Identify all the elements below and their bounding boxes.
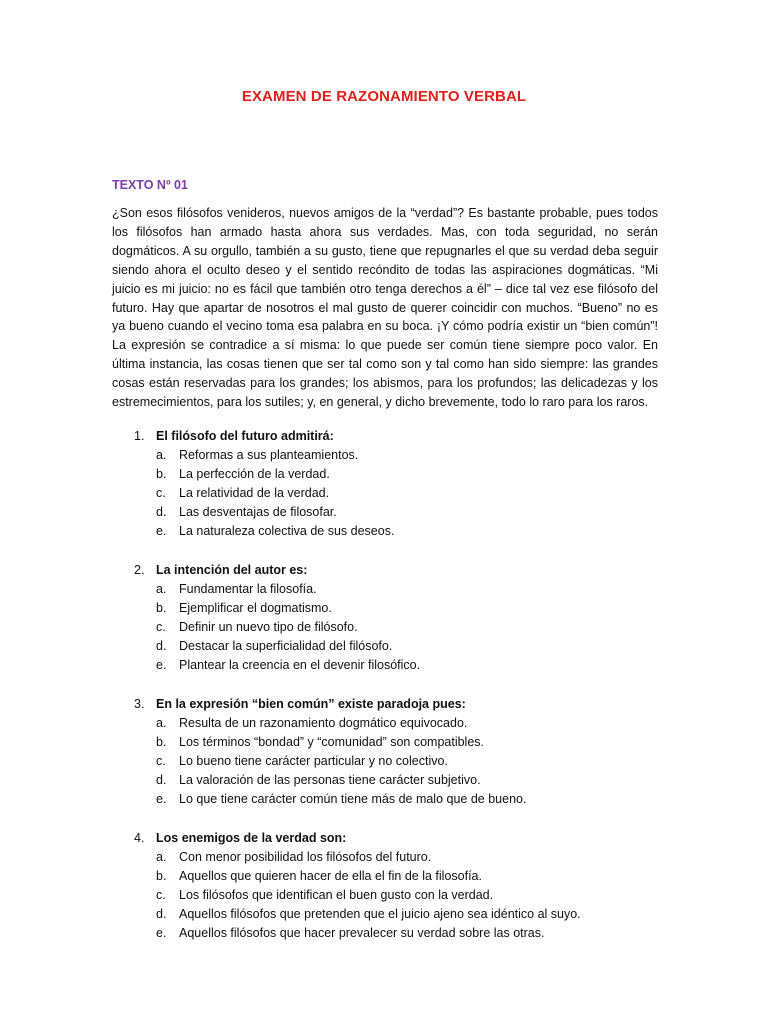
option-list xyxy=(112,848,672,943)
option-text: Los filósofos que identifican el buen gusto con la verdad. xyxy=(179,888,494,902)
question xyxy=(112,427,672,541)
option-text: Aquellos filósofos que pretenden que el juicio ajeno sea idéntico al suyo. xyxy=(179,907,581,921)
reading-passage: ¿Son esos filósofos venideros, nuevos amigos de la “verdad”? Es bastante probable, pues todos los filósofos han armado hasta ahora sus verdades. Mas, con toda seguridad, no serán dogmáticos. A su orgullo, también a su gusto, tiene que repugnarles el que su verdad deba seguir siendo ahora el oculto deseo y el sentido recóndito de todas las aspiraciones dogmáticas. “Mi juicio es mi juicio: no es fácil que también otro tenga derechos a él” – dice tal vez ese filósofo del futuro. Hay que apartar de nosotros el mal gusto de querer coincidir con muchos. “Bueno” no es ya bueno cuando el vecino toma esa palabra en su boca. ¡Y cómo podría existir un “bien común”! La expresión se contradice a sí misma: lo que puede ser común tiene siempre poco valor. En última instancia, las cosas tienen que ser tal como son y tal como han sido siempre: las grandes cosas están reservadas para los grandes; los abismos, para los profundos; las delicadezas y los estremecimientos, para los sutiles; y, en general, y dicho brevemente, todo lo raro para los raros. xyxy=(112,206,658,410)
option-letter: e. xyxy=(156,926,167,940)
option-letter: a. xyxy=(156,850,167,864)
option-list xyxy=(112,580,672,675)
option-letter: d. xyxy=(156,505,167,519)
option-item xyxy=(112,580,672,599)
option-text: La naturaleza colectiva de sus deseos. xyxy=(179,524,395,538)
option-text: Definir un nuevo tipo de filósofo. xyxy=(179,620,358,634)
option-letter: a. xyxy=(156,448,167,462)
option-letter: c. xyxy=(156,754,166,768)
option-text: Resulta de un razonamiento dogmático equivocado. xyxy=(179,716,468,730)
option-item xyxy=(112,733,672,752)
option-item xyxy=(112,484,672,503)
question-list xyxy=(112,427,672,963)
question-number: 4. xyxy=(134,831,145,845)
option-item xyxy=(112,867,672,886)
question-stem xyxy=(112,427,672,446)
option-letter: b. xyxy=(156,467,167,481)
question-number: 2. xyxy=(134,563,145,577)
question-stem xyxy=(112,695,672,714)
question-stem xyxy=(112,829,672,848)
option-letter: c. xyxy=(156,888,166,902)
option-text: Lo que tiene carácter común tiene más de malo que de bueno. xyxy=(179,792,527,806)
option-item xyxy=(112,656,672,675)
option-text: Destacar la superficialidad del filósofo. xyxy=(179,639,393,653)
option-letter: b. xyxy=(156,869,167,883)
question-number: 1. xyxy=(134,429,145,443)
option-text: Los términos “bondad” y “comunidad” son compatibles. xyxy=(179,735,485,749)
option-item xyxy=(112,924,672,943)
option-item xyxy=(112,599,672,618)
text-label: TEXTO Nº 01 xyxy=(112,178,188,192)
option-item xyxy=(112,771,672,790)
option-item xyxy=(112,465,672,484)
question xyxy=(112,829,672,943)
option-letter: b. xyxy=(156,735,167,749)
option-text: Fundamentar la filosofía. xyxy=(179,582,317,596)
option-text: Reformas a sus planteamientos. xyxy=(179,448,359,462)
option-item xyxy=(112,637,672,656)
question-text: Los enemigos de la verdad son: xyxy=(156,831,347,845)
option-letter: d. xyxy=(156,639,167,653)
option-item xyxy=(112,503,672,522)
option-item xyxy=(112,790,672,809)
option-text: Aquellos filósofos que hacer prevalecer su verdad sobre las otras. xyxy=(179,926,545,940)
question-number: 3. xyxy=(134,697,145,711)
option-letter: c. xyxy=(156,620,166,634)
option-letter: a. xyxy=(156,716,167,730)
option-letter: a. xyxy=(156,582,167,596)
question-text: La intención del autor es: xyxy=(156,563,308,577)
option-letter: e. xyxy=(156,792,167,806)
question xyxy=(112,561,672,675)
option-list xyxy=(112,446,672,541)
option-text: La relatividad de la verdad. xyxy=(179,486,330,500)
option-item xyxy=(112,848,672,867)
option-text: Aquellos que quieren hacer de ella el fin de la filosofía. xyxy=(179,869,482,883)
option-item xyxy=(112,752,672,771)
option-letter: e. xyxy=(156,524,167,538)
document-title: EXAMEN DE RAZONAMIENTO VERBAL xyxy=(241,88,527,105)
option-letter: e. xyxy=(156,658,167,672)
question xyxy=(112,695,672,809)
option-text: La perfección de la verdad. xyxy=(179,467,330,481)
option-item xyxy=(112,886,672,905)
option-text: La valoración de las personas tiene carácter subjetivo. xyxy=(179,773,481,787)
option-text: Lo bueno tiene carácter particular y no colectivo. xyxy=(179,754,448,768)
option-item xyxy=(112,522,672,541)
question-text: En la expresión “bien común” existe paradoja pues: xyxy=(156,697,466,711)
option-text: Plantear la creencia en el devenir filosófico. xyxy=(179,658,421,672)
option-letter: b. xyxy=(156,601,167,615)
option-letter: d. xyxy=(156,773,167,787)
option-letter: c. xyxy=(156,486,166,500)
question-text: El filósofo del futuro admitirá: xyxy=(156,429,334,443)
option-list xyxy=(112,714,672,809)
option-item xyxy=(112,446,672,465)
option-item xyxy=(112,618,672,637)
option-text: Con menor posibilidad los filósofos del futuro. xyxy=(179,850,432,864)
option-letter: d. xyxy=(156,907,167,921)
option-item xyxy=(112,714,672,733)
option-item xyxy=(112,905,672,924)
question-stem xyxy=(112,561,672,580)
option-text: Ejemplificar el dogmatismo. xyxy=(179,601,332,615)
option-text: Las desventajas de filosofar. xyxy=(179,505,337,519)
